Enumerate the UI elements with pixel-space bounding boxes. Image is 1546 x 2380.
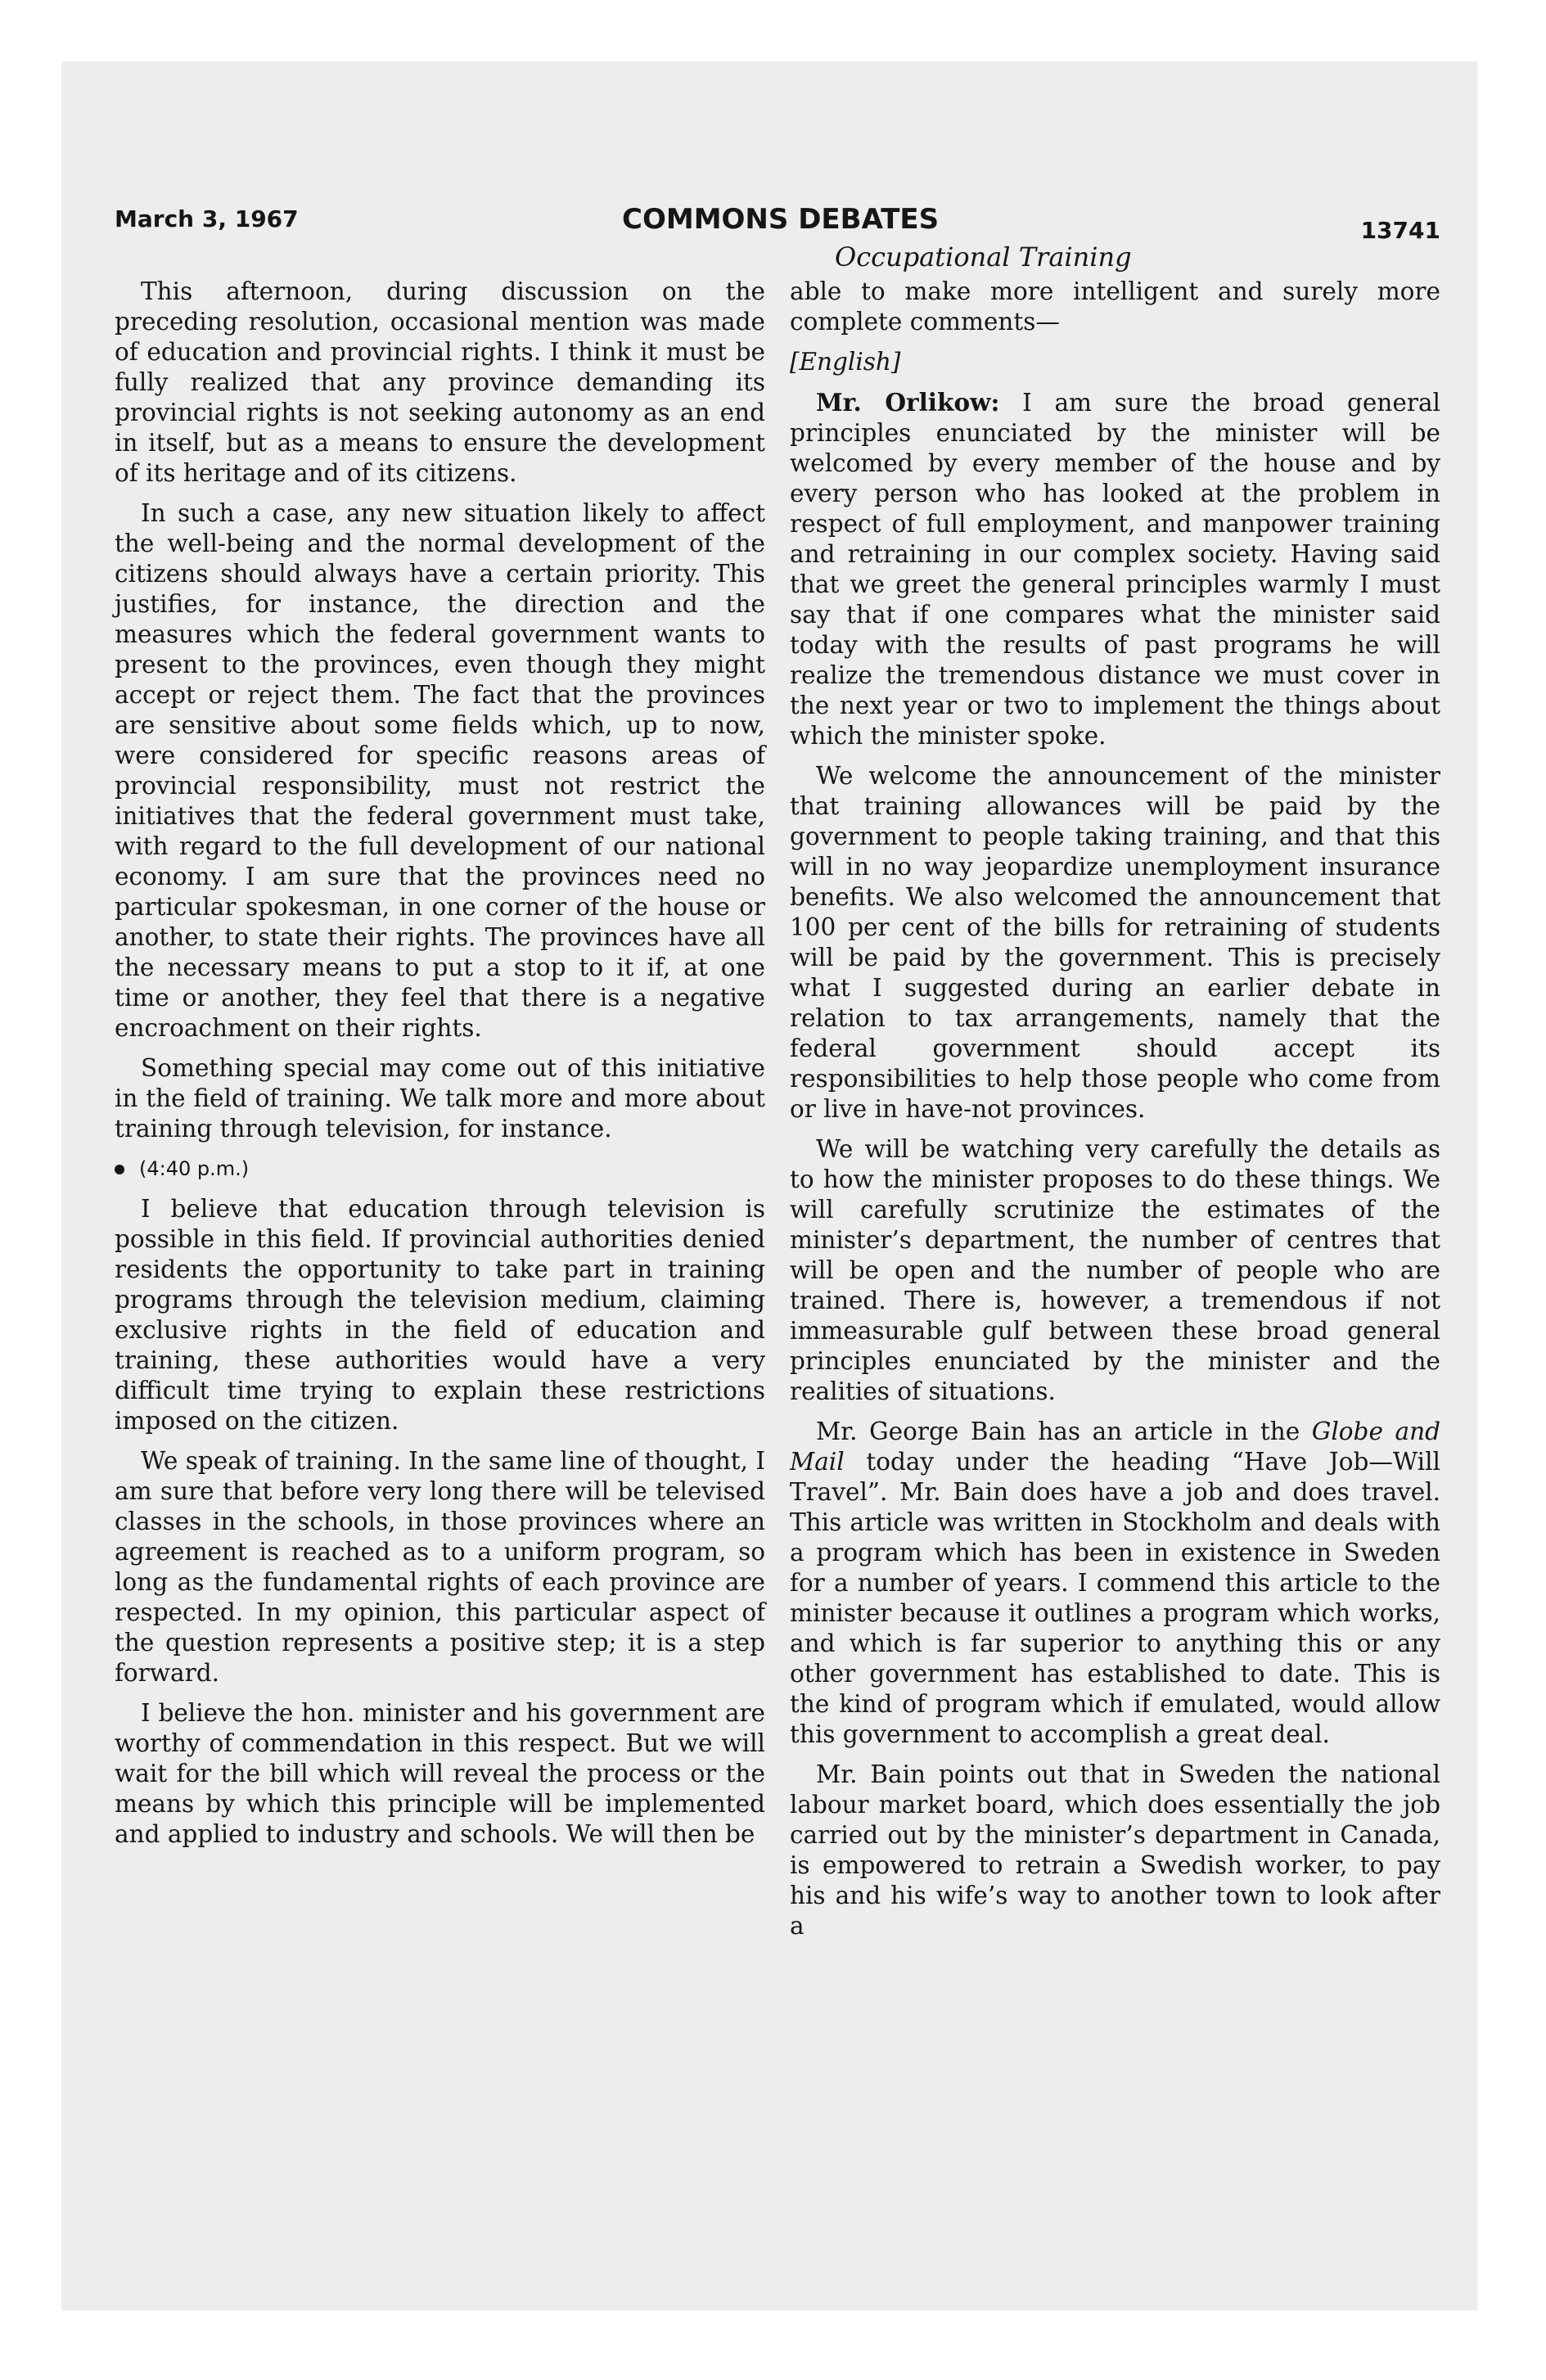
speech-paragraph bbox=[790, 387, 1440, 751]
timestamp-text: (4:40 p.m.) bbox=[139, 1157, 250, 1180]
paragraph: We welcome the announcement of the minister that training allowances will be paid by the government to people taking training, and that this will in no way jeopardize unemployment insurance benefits. We also welcomed the announcement that 100 per cent of the bills for retraining of students will be paid by the government. This is precisely what I suggested during an earlier debate in relation to tax arrangements, namely that the federal government should accept its responsibilities to help those people who come from or live in have-not provinces. bbox=[790, 762, 1440, 1123]
newspaper-title: Globe and Mail bbox=[790, 1418, 1440, 1476]
left-column bbox=[115, 277, 765, 1859]
paragraph bbox=[790, 1417, 1440, 1750]
page-header bbox=[115, 203, 1440, 244]
paragraph-continuation: able to make more intelligent and surely more complete comments— bbox=[790, 277, 1440, 336]
right-column bbox=[790, 277, 1440, 1951]
text-segment: Mr. George Bain has an article in the bbox=[816, 1418, 1300, 1445]
bullet-dot-icon bbox=[115, 1165, 124, 1174]
speech-text: I am sure the broad general principles enunciated by the minister will be welcomed by every member of the house and by every person who has looked at the problem in respect of full employment, and manpower training and retraining in our complex society. Having said that we greet the general principles warmly I must say that if one compares what the minister said today with the results of past programs he will realize the tremendous distance we must cover in the next year or two to implement the things about which the minister spoke. bbox=[790, 389, 1440, 750]
header-title: COMMONS DEBATES bbox=[622, 203, 940, 236]
paragraph: This afternoon, during discussion on the preceding resolution, occasional mention was made of education and provincial rights. I think it must be fully realized that any province demanding its provincial rights is not seeking autonomy as an end in itself, but as a means to ensure the development of its heritage and of its citizens. bbox=[115, 277, 765, 487]
page-number: 13741 bbox=[1360, 217, 1440, 244]
language-tag: [English] bbox=[790, 348, 901, 376]
section-subheading: Occupational Training bbox=[835, 241, 1132, 273]
text-segment: today under the heading “Have Job—Will Travel”. Mr. Bain does have a job and does travel. This article was written in Stockholm and deals with a program which has been in existence in Sweden for a number of years. I commend this article to the minister because it outlines a program which works, and which is far superior to anything this or any other government has established to date. This is the kind of program which if emulated, would allow this government to accomplish a great deal. bbox=[790, 1448, 1440, 1748]
paragraph: I believe that education through television is possible in this field. If provincial authorities denied residents the opportunity to take part in training programs through the television medium, claiming exclusive rights in the field of education and training, these authorities would have a very difficult time trying to explain these restrictions imposed on the citizen. bbox=[115, 1195, 765, 1435]
paragraph: In such a case, any new situation likely to affect the well-being and the normal development of the citizens should always have a certain priority. This justifies, for instance, the direction and the measures which the federal government wants to present to the provinces, even though they might accept or reject them. The fact that the provinces are sensitive about some fields which, up to now, were considered for specific reasons areas of provincial responsibility, must not restrict the initiatives that the federal government must take, with regard to the full development of our national economy. I am sure that the provinces need no particular spokesman, in one corner of the house or another, to state their rights. The provinces have all the necessary means to put a stop to it if, at one time or another, they feel that there is a negative encroachment on their rights. bbox=[115, 499, 765, 1042]
header-date: March 3, 1967 bbox=[115, 205, 299, 232]
paragraph: We will be watching very carefully the details as to how the minister proposes to do these things. We will carefully scrutinize the estimates of the minister’s department, the number of centres that will be open and the number of people who are trained. There is, however, a tremendous if not immeasurable gulf between these broad general principles enunciated by the minister and the realities of situations. bbox=[790, 1135, 1440, 1405]
timestamp bbox=[115, 1154, 765, 1184]
paragraph: I believe the hon. minister and his government are worthy of commendation in this respect. But we will wait for the bill which will reveal the process or the means by which this principle will be implemented and applied to industry and schools. We will then be bbox=[115, 1699, 765, 1848]
paragraph: Mr. Bain points out that in Sweden the national labour market board, which does essentially the job carried out by the minister’s department in Canada, is empowered to retrain a Swedish worker, to pay his and his wife’s way to another town to look after a bbox=[790, 1760, 1440, 1940]
paragraph: We speak of training. In the same line of thought, I am sure that before very long there will be televised classes in the schools, in those provinces where an agreement is reached as to a uniform program, so long as the fundamental rights of each province are respected. In my opinion, this particular aspect of the question represents a positive step; it is a step forward. bbox=[115, 1447, 765, 1687]
paragraph: Something special may come out of this initiative in the field of training. We talk more and more about training through television, for instance. bbox=[115, 1054, 765, 1143]
speaker-name: Mr. Orlikow: bbox=[816, 388, 1000, 417]
